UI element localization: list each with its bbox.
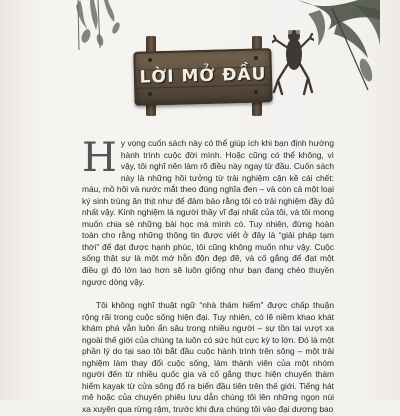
chapter-body — [82, 135, 334, 416]
nail — [254, 90, 258, 94]
chapter-title: LỜI MỞ ĐẦU — [139, 64, 267, 88]
nail — [254, 56, 258, 60]
paragraph-1 — [82, 135, 334, 288]
paragraph-1-text: y vọng cuốn sách này có thể giúp ích khi bạn định hướng hành trình cuộc đời mình. Hoặc cũng có thể không, vì vậy, tôi nghĩ nên làm rõ điều này ngay từ đầu. Cuốn sách này là những hồi tưởng từ trải nghiệm cận kề cái chết: máu, mồ hôi và nước mắt theo đúng nghĩa đen – và còn cả một loại ký sinh trùng ăn thịt như để đảm bảo rằng tôi có trải nghiệm đầy đủ nhất vậy. Kinh nghiệm là người thầy vĩ đại nhất của tôi, và tôi mong muốn chia sẻ những bài học mà mình có. Tuy nhiên, đừng hoàn toàn cho rằng những thông tin được viết ở đây là “giải pháp tạm thời” để đạt được hạnh phúc, tôi cũng không muốn như vậy. Cuộc sống thật sự là một mớ hỗn độn đẹp đẽ, và cố gắng để đạt một điều gì đó lớn lao hơn sẽ luôn giống như bạn đang chèo thuyền ngược dòng vậy. — [82, 138, 334, 287]
wooden-sign — [128, 36, 280, 116]
paragraph-2: Tôi không nghĩ thuật ngữ “nhà thám hiểm” được chấp thuận rộng rãi trong cuộc sống hiện đại. Tuy nhiên, có lẽ niềm khao khát khám phá vẫn luôn ẩn sâu trong nhiều người – sự tồn tại vượt xa ngoài thế giới của chúng ta luôn có sức hút cực kỳ to lớn. Đó là một phần lý do tại sao tôi bắt đầu cuộc hành trình trên sông – một trải nghiệm làm thay đổi cuộc sống, làm thành viên của một nhóm người đến từ nhiều quốc gia và cố gắng thực hiện chuyến thám hiểm kayak từ cửa sông đổ ra biển đầu tiên trên thế giới. Tiếng hát mê hoặc của chuyến phiêu lưu dẫn chúng tôi lên những ngọn núi xa xuyên qua rừng rậm, trước khi đưa chúng tôi vào đại dương bao — [82, 300, 334, 415]
nail — [148, 92, 152, 96]
drop-cap: H — [82, 135, 117, 181]
nail — [148, 58, 152, 62]
